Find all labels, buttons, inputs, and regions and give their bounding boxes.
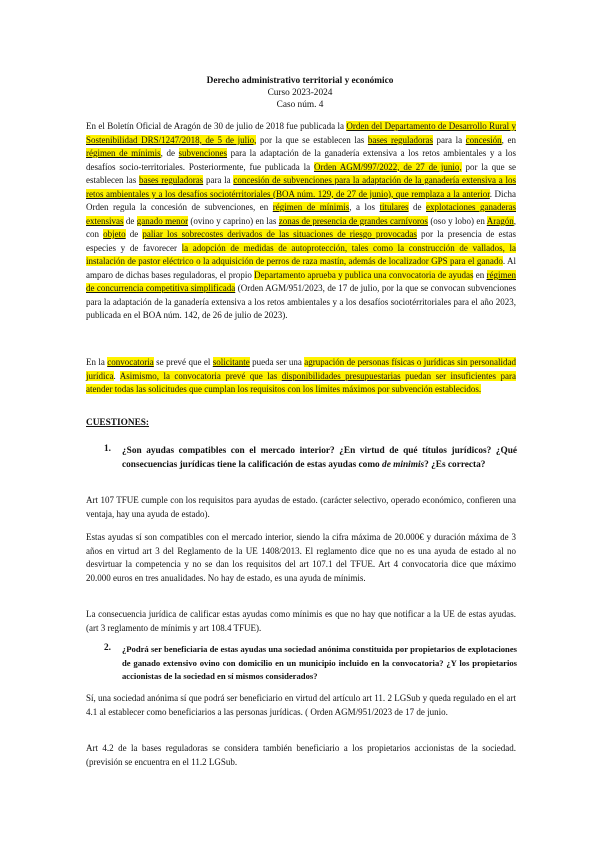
question-1-number: 1.: [104, 444, 111, 454]
answer-1-p2: Estas ayudas sí son compatibles con el mercado interior, siendo la cifra máxima de 20.000€ y duración máxima de 3 años en virtud art 3 del Reglamento de la UE 1408/2013. El reglamento dice que no es una ayuda de estado al no desvirtuar la competencia y no se dan los requisitos del art 107.1 del TFUE. Art 4 convocatoria dice que máximo 20.000 euros en tres anualidades. No hay de estado, es una ayuda de mínimis.: [86, 532, 516, 583]
document-title: Derecho administrativo territorial y económico: [206, 76, 394, 86]
answer-1-p3: La consecuencia jurídica de calificar estas ayudas como mínimis es que no hay que notificar a la UE de estas ayudas. (art 3 reglamento de mínimis y art 108.4 TFUE).: [86, 609, 516, 633]
question-2: ¿Podrá ser beneficiaria de estas ayudas una sociedad anónima constituida por propietarios de explotaciones de ganado extensivo ovino con domicilio en un municipio incluido en la convocatoria? ¿Y los propietarios accionistas de la sociedad en sí mismos considerados?: [122, 644, 517, 681]
question-2-number: 2.: [104, 643, 111, 653]
convocatoria-paragraph: En la convocatoria se prevé que el solicitante pueda ser una agrupación de personas físicas o jurídicas sin personalidad jurídica. Asimismo, la convocatoria prevé que las disponibilidades presupuestarias puedan ser insuficientes para atender todas las solicitudes que cumplan los requisitos con los límites máximos por subvención establecidos.: [86, 357, 516, 394]
intro-paragraph: En el Boletín Oficial de Aragón de 30 de julio de 2018 fue publicada la Orden del Departamento de Desarrollo Rural y Sostenibilidad DRS/1247/2018, de 5 de julio, por la que se establecen las bases reguladoras para la concesión, en régimen de mínimis, de subvenciones para la adaptación de la ganadería extensiva a los retos ambientales y a los desafíos socio-territoriales. Posteriormente, fue publicada la Orden AGM/997/2022, de 27 de junio, por la que se establecen las bases reguladoras para la concesión de subvenciones para la adaptación de la ganadería extensiva a los retos ambientales y a los desafíos sociotérritoriales (BOA núm. 129, de 27 de junio), que remplaza a la anterior. Dicha Orden regula la concesión de subvenciones, en régimen de mínimis, a los titulares de explotaciones ganaderas extensivas de ganado menor (ovino y caprino) en las zonas de presencia de grandes carnívoros (oso y lobo) en Aragón, con objeto de paliar los sobrecostes derivados de las situaciones de riesgo provocadas por la presencia de estas especies y de favorecer la adopción de medidas de autoprotección, tales como la construcción de vallados, la instalación de pastor eléctrico o la adquisición de perros de raza mastín, además de localizador GPS para el ganado. Al amparo de dichas bases reguladoras, el propio Departamento aprueba y publica una convocatoria de ayudas en régimen de concurrencia competitiva simplificada (Orden AGM/951/2023, de 17 de julio, por la que se convocan subvenciones para la adaptación de la ganadería extensiva a los retos ambientales y a los desafíos sociotérritoriales para el año 2023, publicada en el BOA núm. 142, de 26 de julio de 2023).: [86, 121, 516, 320]
answer-2-p2: Art 4.2 de la bases reguladoras se considera también beneficiario a los propietarios accionistas de la sociedad. (previsión se encuentra en el 11.2 LGSub.: [86, 743, 516, 767]
answer-2-p1: Sí, una sociedad anónima sí que podrá ser beneficiario en virtud del artículo art 11. 2 LGSub y queda regulado en el art 4.1 al establecer como beneficiarios a las personas jurídicas. ( Orden AGM/951/2023 de 17 de junio.: [86, 693, 516, 717]
answer-1-p1: Art 107 TFUE cumple con los requisitos para ayudas de estado. (carácter selectivo, operado económico, confieren una ventaja, hay una ayuda de estado).: [86, 495, 516, 519]
question-1: ¿Son ayudas compatibles con el mercado interior? ¿En virtud de qué títulos jurídicos? ¿Qué consecuencias jurídicas tiene la calificación de estas ayudas como de minimis? ¿Es correcta?: [122, 446, 517, 470]
course-line: Curso 2023-2024: [267, 88, 333, 98]
cuestiones-heading: CUESTIONES:: [86, 418, 150, 428]
case-number: Caso núm. 4: [276, 100, 324, 110]
